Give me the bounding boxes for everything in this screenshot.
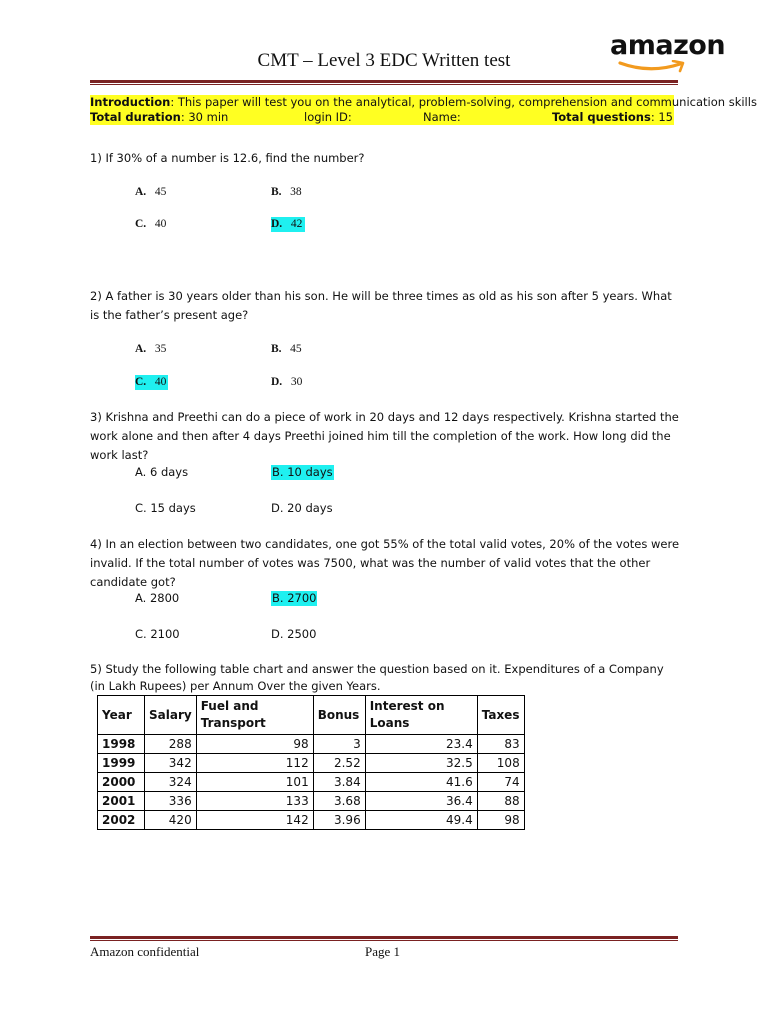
table-row (98, 811, 525, 830)
duration-value: : 30 min (180, 110, 229, 124)
table-row (98, 792, 525, 811)
q1-option-d-answer[interactable]: D. 42 (271, 217, 305, 232)
col-year-header: Year (98, 696, 145, 735)
intro-row (90, 95, 757, 110)
q2-option-b[interactable]: B. 45 (271, 343, 302, 355)
total-questions-label: Total questions (551, 110, 651, 124)
cell-fuel: 101 (196, 773, 313, 792)
table-row (98, 735, 525, 754)
cell-salary: 324 (145, 773, 197, 792)
table-header-row (98, 696, 525, 735)
intro-band (90, 95, 757, 125)
col-interest-header: Interest on Loans (365, 696, 477, 735)
q3-option-c[interactable]: C. 15 days (135, 501, 196, 515)
introduction-text: : This paper will test you on the analytical, problem-solving, comprehension and communication skills (170, 95, 757, 109)
total-questions-value: : 15 (650, 110, 673, 124)
login-id-label: login ID: (304, 110, 352, 124)
cell-salary: 342 (145, 754, 197, 773)
q1-option-a[interactable]: A. 45 (135, 186, 167, 198)
smile-arrow-icon (618, 60, 690, 74)
q4-option-b-answer[interactable]: B. 2700 (272, 591, 317, 605)
cell-fuel: 142 (196, 811, 313, 830)
cell-salary: 288 (145, 735, 197, 754)
cell-year: 2000 (98, 773, 145, 792)
cell-year: 2001 (98, 792, 145, 811)
cell-year: 1999 (98, 754, 145, 773)
amazon-logo (610, 30, 726, 74)
introduction-label: Introduction (90, 95, 171, 109)
q4-option-c[interactable]: C. 2100 (135, 627, 180, 641)
name-label: Name: (423, 110, 461, 124)
cell-salary: 420 (145, 811, 197, 830)
cell-taxes: 108 (477, 754, 524, 773)
q2-option-c-answer[interactable]: C. 40 (135, 376, 167, 388)
cell-taxes: 88 (477, 792, 524, 811)
duration-row (90, 110, 674, 125)
q1-option-b[interactable]: B. 38 (271, 186, 302, 198)
question-5: 5) Study the following table chart and answer the question based on it. Expenditures of a Company (in Lakh Rupees) per Annum Over the given Years. (90, 662, 664, 693)
cell-taxes: 83 (477, 735, 524, 754)
cell-bonus: 3.96 (313, 811, 365, 830)
table-row (98, 773, 525, 792)
header-rule (90, 80, 678, 85)
cell-taxes: 74 (477, 773, 524, 792)
q2-option-d[interactable]: D. 30 (271, 376, 303, 388)
cell-year: 1998 (98, 735, 145, 754)
q4-option-a[interactable]: A. 2800 (135, 591, 180, 605)
q3-option-d[interactable]: D. 20 days (271, 501, 333, 515)
cell-fuel: 133 (196, 792, 313, 811)
cell-interest: 49.4 (365, 811, 477, 830)
cell-bonus: 3 (313, 735, 365, 754)
question-2: 2) A father is 30 years older than his son. He will be three times as old as his son after 5 years. What is the father’s present age? (90, 289, 672, 322)
q3-option-a[interactable]: A. 6 days (135, 465, 189, 479)
q4-option-d[interactable]: D. 2500 (271, 627, 317, 641)
cell-interest: 32.5 (365, 754, 477, 773)
col-fuel-header: Fuel and Transport (196, 696, 313, 735)
q2-option-a[interactable]: A. 35 (135, 343, 167, 355)
confidential-label: Amazon confidential (90, 944, 200, 959)
cell-bonus: 3.84 (313, 773, 365, 792)
cell-fuel: 98 (196, 735, 313, 754)
cell-interest: 36.4 (365, 792, 477, 811)
page-number: Page 1 (365, 944, 401, 959)
cell-salary: 336 (145, 792, 197, 811)
q1-option-c[interactable]: C. 40 (135, 218, 167, 230)
q3-option-b-answer[interactable]: B. 10 days (272, 465, 333, 479)
cell-bonus: 2.52 (313, 754, 365, 773)
footer-rule (90, 936, 678, 941)
cell-interest: 41.6 (365, 773, 477, 792)
cell-taxes: 98 (477, 811, 524, 830)
duration-label: Total duration (90, 110, 181, 124)
cell-fuel: 112 (196, 754, 313, 773)
question-1: 1) If 30% of a number is 12.6, find the number? (90, 151, 365, 165)
col-salary-header: Salary (145, 696, 197, 735)
question-4: 4) In an election between two candidates, one got 55% of the total valid votes, 20% of the votes were invalid. If the total number of votes was 7500, what was the number of valid votes that the other candidate got? (90, 537, 680, 589)
cell-year: 2002 (98, 811, 145, 830)
table-row (98, 754, 525, 773)
question-3: 3) Krishna and Preethi can do a piece of work in 20 days and 12 days respectively. Krishna started the work alone and then after 4 days Preethi joined him till the completion of the work. How long did the work last? (90, 410, 679, 462)
cell-interest: 23.4 (365, 735, 477, 754)
document-title: CMT – Level 3 EDC Written test (257, 50, 511, 71)
expenditure-table (97, 695, 525, 830)
col-bonus-header: Bonus (313, 696, 365, 735)
logo-wordmark: amazon (610, 30, 726, 61)
col-taxes-header: Taxes (477, 696, 524, 735)
cell-bonus: 3.68 (313, 792, 365, 811)
